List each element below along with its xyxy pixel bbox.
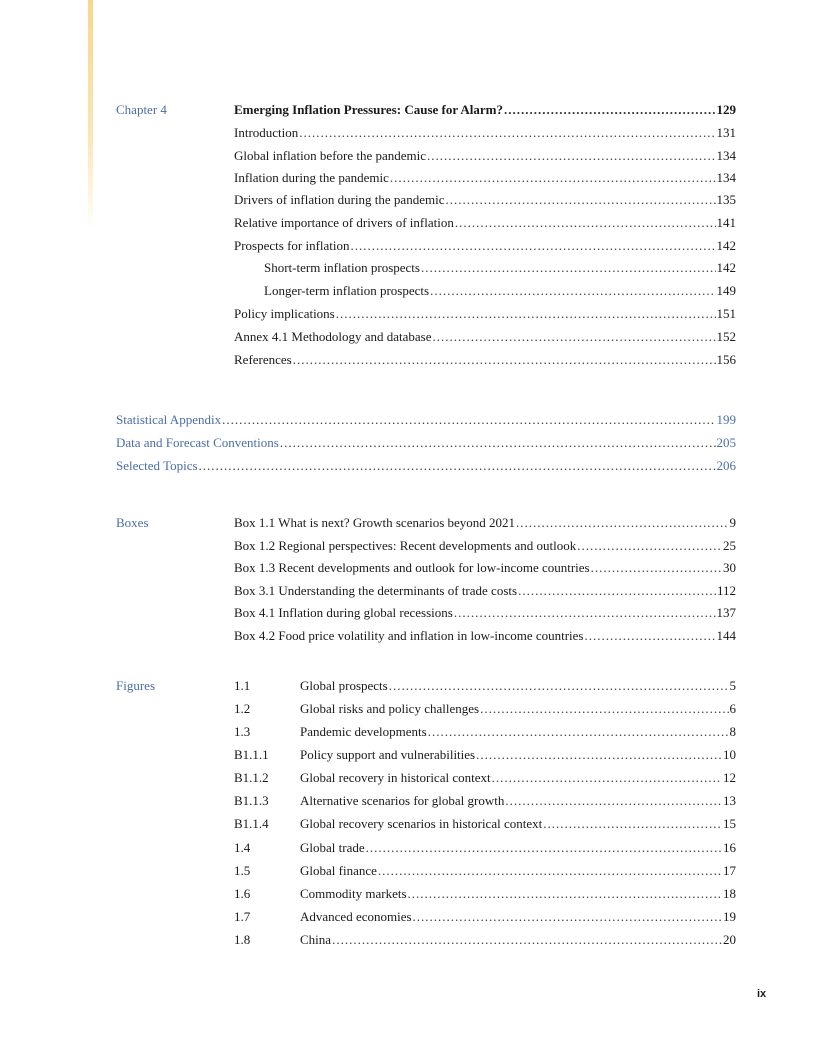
- toc-entry-page: 141: [716, 215, 736, 230]
- leader-dots: [222, 411, 715, 429]
- toc-entry-page: 10: [723, 747, 736, 762]
- toc-entry-title: Global recovery in historical context: [300, 770, 491, 785]
- toc-figure-entry[interactable]: [300, 862, 736, 880]
- leader-dots: [408, 885, 722, 903]
- toc-entry-page: 17: [723, 863, 736, 878]
- toc-box-entry[interactable]: [234, 604, 736, 622]
- toc-entry-title: Introduction: [234, 125, 299, 140]
- toc-entry-title: Pandemic developments: [300, 724, 427, 739]
- toc-figure-entry[interactable]: [300, 723, 736, 741]
- toc-entry-page: 15: [723, 816, 736, 831]
- toc-entry-title: Inflation during the pandemic: [234, 170, 389, 185]
- toc-entry[interactable]: [234, 214, 736, 232]
- toc-entry-page: 25: [723, 538, 736, 553]
- toc-entry-page: 151: [716, 306, 736, 321]
- toc-figure-entry[interactable]: [300, 885, 736, 903]
- toc-entry-title: Global inflation before the pandemic: [234, 148, 427, 163]
- toc-box-entry[interactable]: [234, 559, 736, 577]
- leader-dots: [577, 537, 722, 555]
- leader-dots: [432, 328, 715, 346]
- leader-dots: [293, 351, 716, 369]
- figure-number: 1.6: [234, 886, 251, 901]
- leader-dots: [427, 147, 715, 165]
- toc-entry-page: 5: [729, 678, 736, 693]
- leader-dots: [421, 259, 716, 277]
- toc-entry-title: Box 4.2 Food price volatility and inflation in low-income countries: [234, 628, 584, 643]
- leader-dots: [351, 237, 716, 255]
- leader-dots: [280, 434, 716, 452]
- toc-figure-entry[interactable]: [300, 931, 736, 949]
- toc-entry-page: 137: [716, 605, 736, 620]
- figure-number: 1.1: [234, 678, 251, 693]
- toc-entry-page: 135: [716, 192, 736, 207]
- leader-dots: [413, 908, 722, 926]
- toc-entry-title: Data and Forecast Conventions: [116, 435, 279, 450]
- toc-entry[interactable]: [234, 328, 736, 346]
- figures-label: Figures: [116, 678, 155, 693]
- toc-figure-entry[interactable]: [300, 839, 736, 857]
- toc-box-entry[interactable]: [234, 582, 736, 600]
- toc-box-entry[interactable]: [234, 627, 736, 645]
- leader-dots: [504, 101, 715, 119]
- toc-entry-chapter-title[interactable]: [234, 101, 736, 119]
- leader-dots: [390, 169, 716, 187]
- leader-dots: [585, 627, 716, 645]
- toc-entry-page: 112: [716, 583, 736, 598]
- leader-dots: [492, 769, 722, 787]
- toc-entry-page: 205: [716, 435, 736, 450]
- leader-dots: [518, 582, 716, 600]
- leader-dots: [366, 839, 722, 857]
- toc-entry-page: 199: [716, 412, 736, 427]
- toc-entry-title: Commodity markets: [300, 886, 407, 901]
- toc-entry-page: 134: [716, 148, 736, 163]
- figure-number: 1.5: [234, 863, 251, 878]
- toc-entry-page: 156: [716, 352, 736, 367]
- toc-entry[interactable]: [234, 191, 736, 209]
- toc-entry-title: Global trade: [300, 840, 365, 855]
- toc-subentry[interactable]: [264, 259, 736, 277]
- leader-dots: [476, 746, 722, 764]
- toc-figure-entry[interactable]: [300, 769, 736, 787]
- figure-number: B1.1.2: [234, 770, 269, 785]
- toc-subentry[interactable]: [264, 282, 736, 300]
- toc-box-entry[interactable]: [234, 514, 736, 532]
- leader-dots: [430, 282, 715, 300]
- leader-dots: [299, 124, 715, 142]
- leader-dots: [480, 700, 728, 718]
- figure-number: B1.1.3: [234, 793, 269, 808]
- toc-entry-title: Policy support and vulnerabilities: [300, 747, 476, 762]
- toc-entry[interactable]: [234, 351, 736, 369]
- leader-dots: [332, 931, 722, 949]
- leader-dots: [336, 305, 716, 323]
- toc-entry-title: Box 3.1 Understanding the determinants of trade costs: [234, 583, 518, 598]
- toc-entry-title: Global prospects: [300, 678, 388, 693]
- figure-number: 1.7: [234, 909, 251, 924]
- toc-entry-title: Relative importance of drivers of inflation: [234, 215, 454, 230]
- toc-appendix-entry[interactable]: [116, 411, 736, 429]
- leader-dots: [543, 815, 722, 833]
- toc-entry-page: 18: [723, 886, 736, 901]
- toc-entry-title: Emerging Inflation Pressures: Cause for Alarm?: [234, 102, 504, 117]
- leader-dots: [389, 677, 729, 695]
- toc-entry-page: 142: [716, 260, 736, 275]
- toc-figure-entry[interactable]: [300, 792, 736, 810]
- toc-box-entry[interactable]: [234, 537, 736, 555]
- toc-figure-entry[interactable]: [300, 700, 736, 718]
- toc-entry-title: Selected Topics: [116, 458, 198, 473]
- toc-figure-entry[interactable]: [300, 908, 736, 926]
- boxes-label: Boxes: [116, 515, 149, 530]
- leader-dots: [591, 559, 722, 577]
- toc-figure-entry[interactable]: [300, 815, 736, 833]
- page-number: ix: [757, 988, 767, 1000]
- leader-dots: [454, 604, 716, 622]
- toc-entry-page: 9: [729, 515, 736, 530]
- leader-dots: [199, 457, 716, 475]
- toc-entry[interactable]: [234, 305, 736, 323]
- figure-number: 1.4: [234, 840, 251, 855]
- leader-dots: [516, 514, 728, 532]
- figure-number: B1.1.1: [234, 747, 269, 762]
- toc-entry-page: 13: [723, 793, 736, 808]
- toc-entry-page: 152: [716, 329, 736, 344]
- toc-entry-title: References: [234, 352, 292, 367]
- toc-entry-page: 142: [716, 238, 736, 253]
- toc-entry-title: Prospects for inflation: [234, 238, 350, 253]
- toc-entry-title: Box 4.1 Inflation during global recessions: [234, 605, 453, 620]
- toc-entry-title: Global recovery scenarios in historical context: [300, 816, 543, 831]
- toc-entry-page: 16: [723, 840, 736, 855]
- toc-entry-title: Short-term inflation prospects: [264, 260, 420, 275]
- toc-entry-title: Box 1.2 Regional perspectives: Recent developments and outlook: [234, 538, 577, 553]
- toc-entry-page: 8: [729, 724, 736, 739]
- toc-entry-title: Box 1.3 Recent developments and outlook for low-income countries: [234, 560, 590, 575]
- toc-entry-title: China: [300, 932, 332, 947]
- toc-entry-page: 12: [723, 770, 736, 785]
- toc-entry-page: 144: [716, 628, 736, 643]
- toc-entry-page: 19: [723, 909, 736, 924]
- toc-figure-entry[interactable]: [300, 746, 736, 764]
- figure-number: 1.3: [234, 724, 251, 739]
- toc-entry-title: Policy implications: [234, 306, 335, 321]
- toc-entry-page: 20: [723, 932, 736, 947]
- toc-entry-title: Box 1.1 What is next? Growth scenarios beyond 2021: [234, 515, 516, 530]
- toc-entry-title: Drivers of inflation during the pandemic: [234, 192, 445, 207]
- toc-entry-page: 6: [729, 701, 736, 716]
- toc-entry-page: 131: [716, 125, 736, 140]
- toc-figure-entry[interactable]: [300, 677, 736, 695]
- leader-dots: [455, 214, 716, 232]
- toc-entry[interactable]: [234, 169, 736, 187]
- leader-dots: [428, 723, 729, 741]
- toc-entry-title: Statistical Appendix: [116, 412, 222, 427]
- toc-appendix-entry[interactable]: [116, 434, 736, 452]
- toc-entry-title: Longer-term inflation prospects: [264, 283, 430, 298]
- accent-bar: [88, 0, 93, 230]
- leader-dots: [445, 191, 715, 209]
- toc-entry[interactable]: [234, 147, 736, 165]
- leader-dots: [505, 792, 722, 810]
- toc-entry-page: 30: [723, 560, 736, 575]
- toc-entry-title: Global finance: [300, 863, 377, 878]
- toc-entry-title: Global risks and policy challenges: [300, 701, 480, 716]
- toc-appendix-entry[interactable]: [116, 457, 736, 475]
- toc-entry-page: 134: [716, 170, 736, 185]
- toc-entry-title: Advanced economies: [300, 909, 412, 924]
- figure-number: 1.8: [234, 932, 251, 947]
- figure-number: 1.2: [234, 701, 251, 716]
- leader-dots: [378, 862, 722, 880]
- toc-entry-title: Alternative scenarios for global growth: [300, 793, 505, 808]
- figure-number: B1.1.4: [234, 816, 269, 831]
- toc-entry[interactable]: [234, 237, 736, 255]
- toc-entry-title: Annex 4.1 Methodology and database: [234, 329, 432, 344]
- toc-entry[interactable]: [234, 124, 736, 142]
- toc-entry-page: 149: [716, 283, 736, 298]
- toc-entry-page: 206: [716, 458, 736, 473]
- chapter-4-label: Chapter 4: [116, 102, 167, 117]
- toc-entry-page: 129: [716, 102, 736, 117]
